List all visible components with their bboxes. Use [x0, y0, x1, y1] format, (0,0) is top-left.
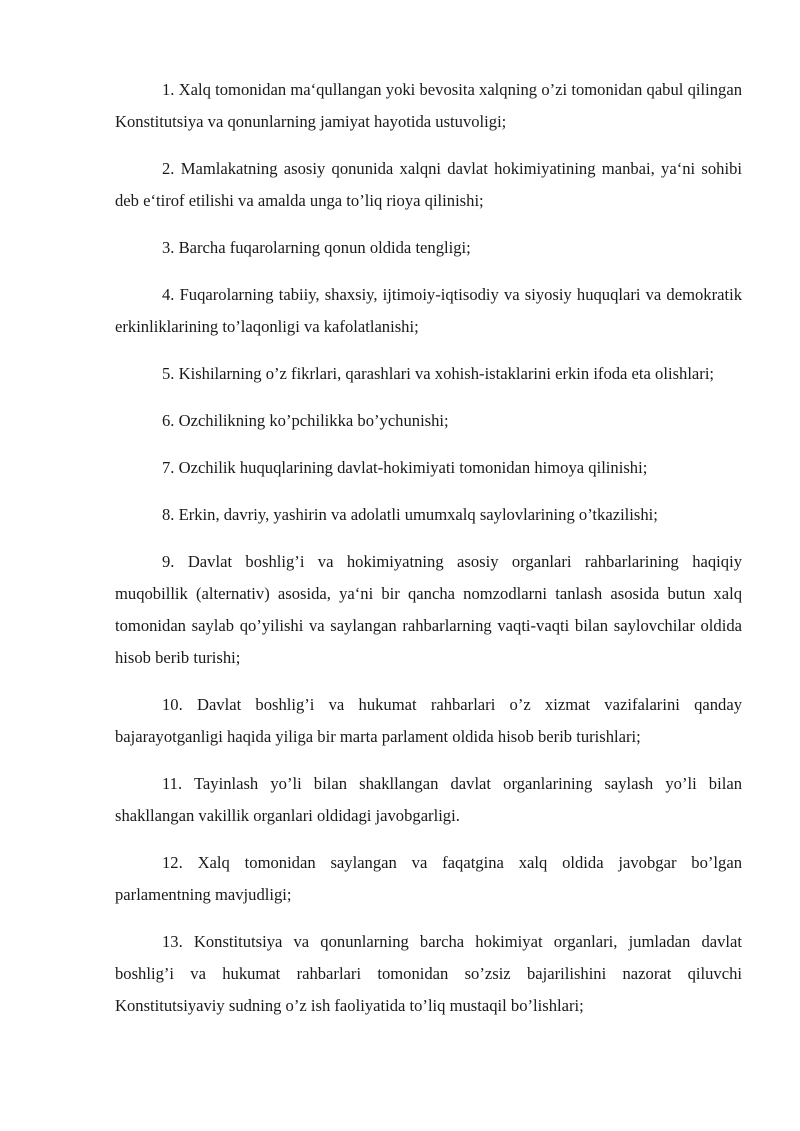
list-item-2: 2. Mamlakatning asosiy qonunida xalqni davlat hokimiyatining manbai, ya‘ni sohibi deb e‘tirof etilishi va amalda unga to’liq rioya qilinishi; [115, 159, 742, 210]
list-item-12: 12. Xalq tomonidan saylangan va faqatgina xalq oldida javobgar bo’lgan parlamentning mavjudligi; [115, 853, 742, 904]
list-item-5: 5. Kishilarning o’z fikrlari, qarashlari va xohish-istaklarini erkin ifoda eta olishlari; [162, 364, 715, 383]
list-item-3: 3. Barcha fuqarolarning qonun oldida tengligi; [162, 238, 471, 257]
list-item-4: 4. Fuqarolarning tabiiy, shaxsiy, ijtimoiy-iqtisodiy va siyosiy huquqlari va demokratik erkinliklarining to’laqonligi va kafolatlanishi; [115, 285, 742, 336]
list-item-7: 7. Ozchilik huquqlarining davlat-hokimiyati tomonidan himoya qilinishi; [162, 458, 648, 477]
list-item-6: 6. Ozchilikning ko’pchilikka bo’ychunishi; [162, 411, 449, 430]
list-item-11: 11. Tayinlash yo’li bilan shakllangan davlat organlarining saylash yo’li bilan shakllangan vakillik organlari oldidagi javobgarligi. [115, 774, 742, 825]
list-item-1: 1. Xalq tomonidan ma‘qullangan yoki bevosita xalqning o’zi tomonidan qabul qilingan Konstitutsiya va qonunlarning jamiyat hayotida ustuvoligi; [115, 80, 742, 131]
list-item-10: 10. Davlat boshlig’i va hukumat rahbarlari o’z xizmat vazifalarini qanday bajarayotganligi haqida yiliga bir marta parlament oldida hisob berib turishlari; [115, 695, 742, 746]
document-body [115, 74, 742, 1037]
list-item-9: 9. Davlat boshlig’i va hokimiyatning asosiy organlari rahbarlarining haqiqiy muqobillik (alternativ) asosida, ya‘ni bir qancha nomzodlarni tanlash asosida butun xalq tomonidan saylab qo’yilishi va saylangan rahbarlarning vaqti-vaqti bilan saylovchilar oldida hisob berib turishi; [115, 552, 742, 667]
list-item-13: 13. Konstitutsiya va qonunlarning barcha hokimiyat organlari, jumladan davlat boshlig’i va hukumat rahbarlari tomonidan so’zsiz bajarilishini nazorat qiluvchi Konstitutsiyaviy sudning o’z ish faoliyatida to’liq mustaqil bo’lishlari; [115, 932, 742, 1015]
list-item-8: 8. Erkin, davriy, yashirin va adolatli umumxalq saylovlarining o’tkazilishi; [162, 505, 658, 524]
